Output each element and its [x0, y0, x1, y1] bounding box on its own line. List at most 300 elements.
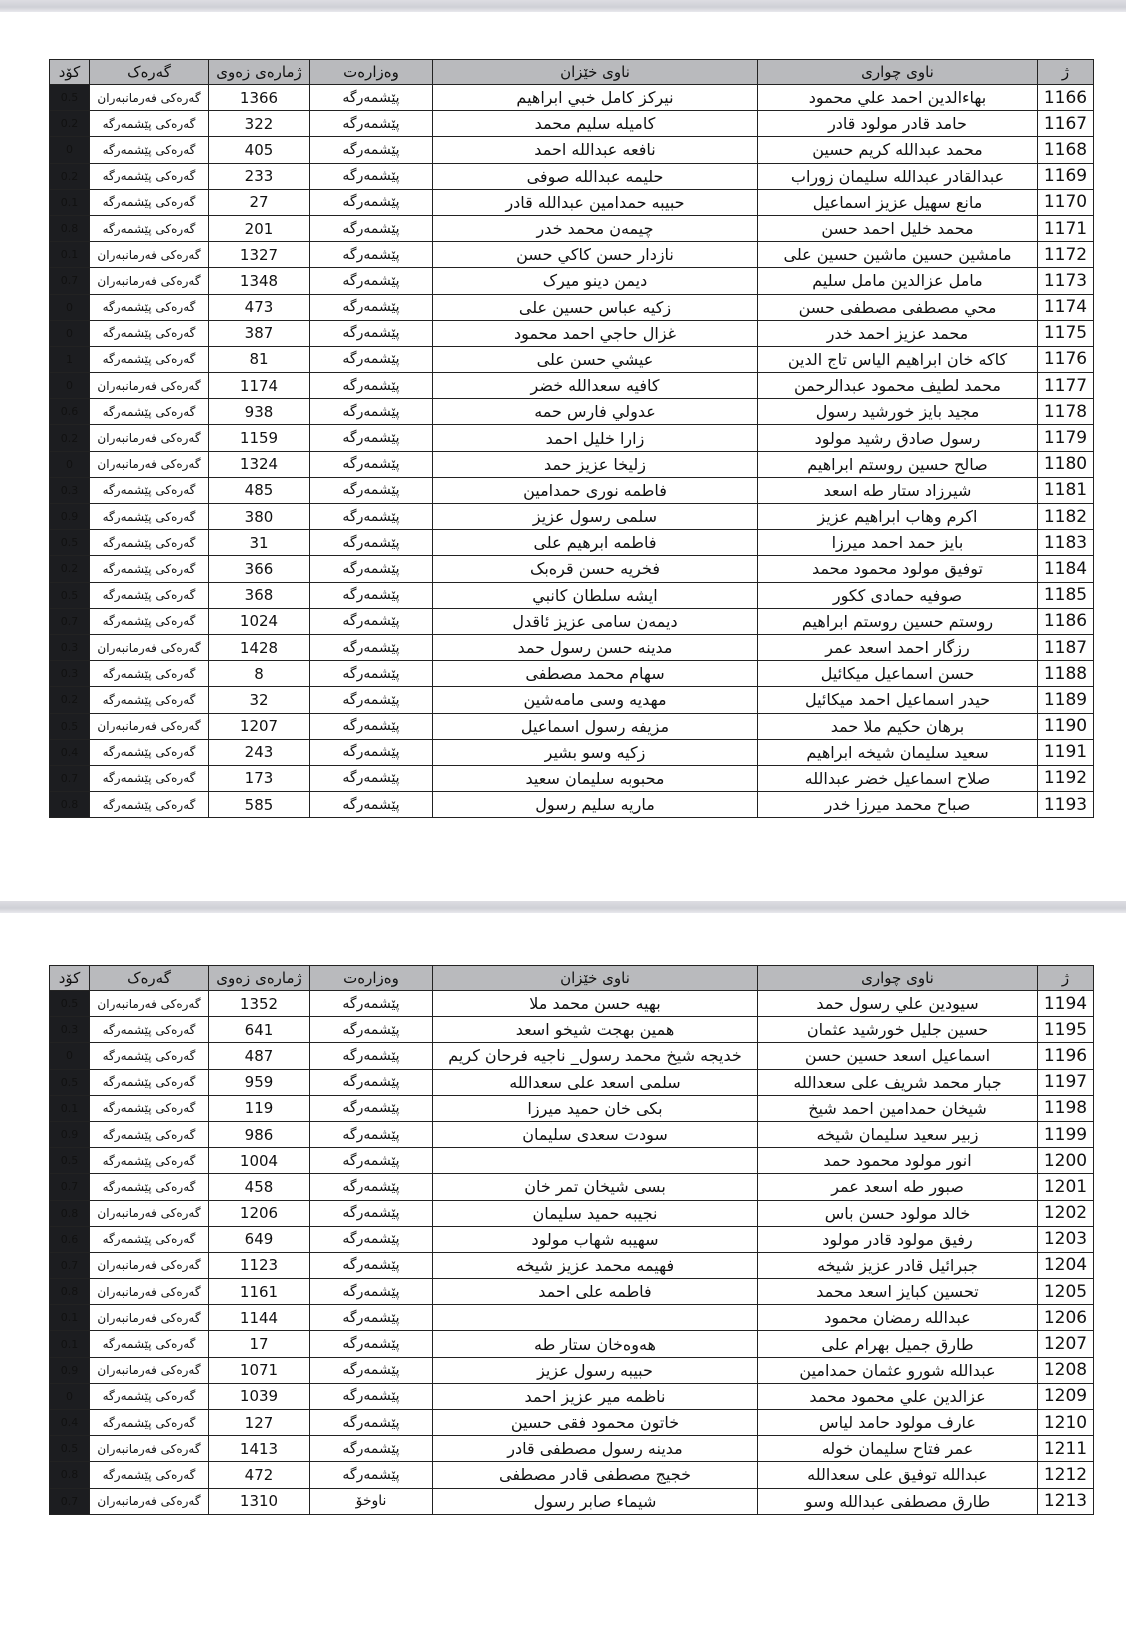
header-code: کۆد	[50, 60, 90, 85]
cell-wife	[433, 1305, 758, 1331]
cell-number: 17	[209, 1331, 310, 1357]
cell-wife: فخريه حسن قرەبک	[433, 556, 758, 582]
cell-group: گەرەکی فەرمانبەران	[90, 425, 209, 451]
cell-group: گەرەکی پێشمەرگە	[90, 582, 209, 608]
cell-ministry: پێشمەرگە	[310, 1252, 433, 1278]
table-row	[50, 1174, 1094, 1200]
cell-group: گەرەکی پێشمەرگە	[90, 739, 209, 765]
cell-group: گەرەکی فەرمانبەران	[90, 1488, 209, 1514]
cell-no: 1181	[1038, 477, 1094, 503]
table-row	[50, 991, 1094, 1017]
cell-code: 0	[50, 294, 90, 320]
cell-ministry: پێشمەرگە	[310, 1279, 433, 1305]
cell-ministry: پێشمەرگە	[310, 1305, 433, 1331]
cell-ministry: پێشمەرگە	[310, 346, 433, 372]
cell-no: 1183	[1038, 530, 1094, 556]
cell-ministry: پێشمەرگە	[310, 765, 433, 791]
cell-number: 1024	[209, 608, 310, 634]
cell-code: 0	[50, 320, 90, 346]
middle-separator	[0, 901, 1126, 913]
cell-name: عمر فتاح سليمان خوله	[758, 1436, 1038, 1462]
cell-code: 0.7	[50, 1488, 90, 1514]
cell-group: گەرەکی پێشمەرگە	[90, 1331, 209, 1357]
cell-no: 1168	[1038, 137, 1094, 163]
cell-ministry: پێشمەرگە	[310, 189, 433, 215]
cell-number: 1123	[209, 1252, 310, 1278]
cell-group: گەرەکی پێشمەرگە	[90, 1410, 209, 1436]
cell-number: 1161	[209, 1279, 310, 1305]
cell-number: 243	[209, 739, 310, 765]
cell-ministry: پێشمەرگە	[310, 399, 433, 425]
cell-group: گەرەکی پێشمەرگە	[90, 1148, 209, 1174]
table-row	[50, 425, 1094, 451]
cell-name: رسول صادق رشيد مولود	[758, 425, 1038, 451]
cell-no: 1210	[1038, 1410, 1094, 1436]
cell-number: 1206	[209, 1200, 310, 1226]
cell-group: گەرەکی پێشمەرگە	[90, 1121, 209, 1147]
cell-code: 0.5	[50, 530, 90, 556]
table-row	[50, 1488, 1094, 1514]
table-row	[50, 1095, 1094, 1121]
header-name: ناوی چواری	[758, 966, 1038, 991]
cell-code: 0.5	[50, 1069, 90, 1095]
cell-group: گەرەکی پێشمەرگە	[90, 661, 209, 687]
cell-code: 0.3	[50, 477, 90, 503]
cell-ministry: پێشمەرگە	[310, 504, 433, 530]
cell-name: طارق مصطفى عبدالله وسو	[758, 1488, 1038, 1514]
table-row	[50, 1069, 1094, 1095]
cell-wife: زكيه وسو بشير	[433, 739, 758, 765]
cell-no: 1167	[1038, 111, 1094, 137]
table-row	[50, 687, 1094, 713]
cell-no: 1213	[1038, 1488, 1094, 1514]
cell-no: 1194	[1038, 991, 1094, 1017]
cell-code: 0.7	[50, 268, 90, 294]
header-wife: ناوی خێزان	[433, 60, 758, 85]
cell-ministry: پێشمەرگە	[310, 1331, 433, 1357]
cell-no: 1190	[1038, 713, 1094, 739]
cell-code: 0.8	[50, 1200, 90, 1226]
cell-group: گەرەکی پێشمەرگە	[90, 792, 209, 818]
cell-number: 127	[209, 1410, 310, 1436]
table-row	[50, 1043, 1094, 1069]
cell-no: 1166	[1038, 85, 1094, 111]
cell-group: گەرەکی پێشمەرگە	[90, 294, 209, 320]
cell-ministry: پێشمەرگە	[310, 1095, 433, 1121]
cell-no: 1184	[1038, 556, 1094, 582]
cell-wife: مهدیه وسی مامەشین	[433, 687, 758, 713]
cell-group: گەرەکی پێشمەرگە	[90, 556, 209, 582]
table-row	[50, 1436, 1094, 1462]
table-row	[50, 1148, 1094, 1174]
cell-ministry: پێشمەرگە	[310, 661, 433, 687]
table-row	[50, 765, 1094, 791]
cell-ministry: پێشمەرگە	[310, 739, 433, 765]
cell-wife: ناظمه مير عزيز احمد	[433, 1383, 758, 1409]
cell-ministry: پێشمەرگە	[310, 1121, 433, 1147]
cell-name: محمد لطيف محمود عبدالرحمن	[758, 373, 1038, 399]
cell-no: 1211	[1038, 1436, 1094, 1462]
table-row	[50, 85, 1094, 111]
cell-ministry: پێشمەرگە	[310, 320, 433, 346]
cell-group: گەرەکی پێشمەرگە	[90, 504, 209, 530]
cell-group: گەرەکی فەرمانبەران	[90, 1200, 209, 1226]
cell-name: محمد خليل احمد حسن	[758, 215, 1038, 241]
cell-wife: چیمەن محمد خدر	[433, 215, 758, 241]
cell-ministry: پێشمەرگە	[310, 268, 433, 294]
cell-code: 0.3	[50, 661, 90, 687]
table-header	[50, 966, 1094, 991]
cell-number: 1310	[209, 1488, 310, 1514]
table-row	[50, 373, 1094, 399]
table-body	[50, 85, 1094, 818]
cell-number: 1324	[209, 451, 310, 477]
cell-wife: كامیله سلیم محمد	[433, 111, 758, 137]
cell-wife: نجيبه حميد سليمان	[433, 1200, 758, 1226]
cell-ministry: پێشمەرگە	[310, 1017, 433, 1043]
cell-wife: زكيه عباس حسين على	[433, 294, 758, 320]
cell-no: 1212	[1038, 1462, 1094, 1488]
cell-name: شيخان حمدامين احمد شيخ	[758, 1095, 1038, 1121]
table-row	[50, 661, 1094, 687]
table-body	[50, 991, 1094, 1515]
cell-ministry: پێشمەرگە	[310, 137, 433, 163]
cell-code: 0.1	[50, 1095, 90, 1121]
cell-no: 1185	[1038, 582, 1094, 608]
table-row	[50, 504, 1094, 530]
cell-name: صلاح اسماعيل خضر عبدالله	[758, 765, 1038, 791]
cell-number: 1327	[209, 242, 310, 268]
cell-name: شيرزاد ستار طه اسعد	[758, 477, 1038, 503]
cell-no: 1169	[1038, 163, 1094, 189]
cell-wife: شيماء صابر رسول	[433, 1488, 758, 1514]
table-row	[50, 1331, 1094, 1357]
cell-wife: سهام محمد مصطفى	[433, 661, 758, 687]
cell-no: 1200	[1038, 1148, 1094, 1174]
cell-ministry: پێشمەرگە	[310, 1148, 433, 1174]
cell-name: حامد قادر مولود قادر	[758, 111, 1038, 137]
cell-number: 641	[209, 1017, 310, 1043]
cell-number: 32	[209, 687, 310, 713]
header-ministry: وەزارەت	[310, 60, 433, 85]
cell-number: 1348	[209, 268, 310, 294]
table-row	[50, 1279, 1094, 1305]
table-header	[50, 60, 1094, 85]
cell-ministry: پێشمەرگە	[310, 556, 433, 582]
cell-code: 0.1	[50, 1305, 90, 1331]
cell-no: 1201	[1038, 1174, 1094, 1200]
cell-wife: ايشه سلطان كانبي	[433, 582, 758, 608]
cell-number: 201	[209, 215, 310, 241]
cell-ministry: پێشمەرگە	[310, 687, 433, 713]
cell-group: گەرەکی پێشمەرگە	[90, 137, 209, 163]
cell-ministry: پێشمەرگە	[310, 1043, 433, 1069]
cell-code: 0.3	[50, 634, 90, 660]
cell-number: 1144	[209, 1305, 310, 1331]
cell-no: 1173	[1038, 268, 1094, 294]
cell-number: 487	[209, 1043, 310, 1069]
cell-wife: سلمى رسول عزيز	[433, 504, 758, 530]
cell-name: جبار محمد شريف على سعدالله	[758, 1069, 1038, 1095]
table-row	[50, 1252, 1094, 1278]
cell-wife: دیمەن سامی عزیز ئاقدل	[433, 608, 758, 634]
cell-wife: دیمن دینو میرک	[433, 268, 758, 294]
cell-name: صبور طه اسعد عمر	[758, 1174, 1038, 1200]
cell-ministry: پێشمەرگە	[310, 215, 433, 241]
cell-name: صالح حسين روستم ابراهيم	[758, 451, 1038, 477]
cell-number: 458	[209, 1174, 310, 1200]
cell-group: گەرەکی پێشمەرگە	[90, 1043, 209, 1069]
cell-code: 0.5	[50, 991, 90, 1017]
cell-wife: زليخا عزيز حمد	[433, 451, 758, 477]
cell-ministry: پێشمەرگە	[310, 1462, 433, 1488]
cell-ministry: پێشمەرگە	[310, 425, 433, 451]
cell-name: مانع سهيل عزيز اسماعيل	[758, 189, 1038, 215]
cell-ministry: پێشمەرگە	[310, 163, 433, 189]
cell-group: گەرەکی پێشمەرگە	[90, 189, 209, 215]
beneficiary-table-1	[49, 59, 1094, 818]
cell-wife	[433, 1148, 758, 1174]
cell-number: 233	[209, 163, 310, 189]
cell-no: 1203	[1038, 1226, 1094, 1252]
table-row	[50, 137, 1094, 163]
cell-group: گەرەکی پێشمەرگە	[90, 346, 209, 372]
header-number: ژمارەی زەوی	[209, 966, 310, 991]
cell-wife: سهيبه شهاب مولود	[433, 1226, 758, 1252]
table-row	[50, 713, 1094, 739]
cell-number: 1428	[209, 634, 310, 660]
cell-number: 1207	[209, 713, 310, 739]
cell-ministry: پێشمەرگە	[310, 991, 433, 1017]
cell-wife: فاطمه ابرهيم على	[433, 530, 758, 556]
table-row	[50, 1305, 1094, 1331]
cell-group: گەرەکی فەرمانبەران	[90, 991, 209, 1017]
cell-group: گەرەکی فەرمانبەران	[90, 451, 209, 477]
table-row	[50, 294, 1094, 320]
cell-ministry: پێشمەرگە	[310, 792, 433, 818]
cell-code: 0.8	[50, 1279, 90, 1305]
cell-no: 1202	[1038, 1200, 1094, 1226]
table-row	[50, 189, 1094, 215]
cell-wife: بسى شيخان تمر خان	[433, 1174, 758, 1200]
table-row	[50, 1226, 1094, 1252]
cell-number: 938	[209, 399, 310, 425]
header-wife: ناوی خێزان	[433, 966, 758, 991]
table-row	[50, 1200, 1094, 1226]
cell-code: 0.8	[50, 792, 90, 818]
cell-code: 0.9	[50, 504, 90, 530]
cell-name: عارف مولود حامد لياس	[758, 1410, 1038, 1436]
cell-no: 1199	[1038, 1121, 1094, 1147]
cell-group: گەرەکی پێشمەرگە	[90, 687, 209, 713]
cell-number: 387	[209, 320, 310, 346]
cell-wife: عيشي حسن على	[433, 346, 758, 372]
cell-code: 0.1	[50, 242, 90, 268]
cell-no: 1193	[1038, 792, 1094, 818]
cell-code: 0.2	[50, 556, 90, 582]
table-row	[50, 634, 1094, 660]
cell-number: 986	[209, 1121, 310, 1147]
cell-number: 173	[209, 765, 310, 791]
table-row	[50, 451, 1094, 477]
cell-name: برهان حكيم ملا حمد	[758, 713, 1038, 739]
cell-no: 1192	[1038, 765, 1094, 791]
cell-no: 1198	[1038, 1095, 1094, 1121]
cell-code: 0.5	[50, 713, 90, 739]
cell-no: 1178	[1038, 399, 1094, 425]
header-code: کۆد	[50, 966, 90, 991]
cell-no: 1207	[1038, 1331, 1094, 1357]
cell-name: حسين جليل خورشيد عثمان	[758, 1017, 1038, 1043]
cell-name: عبدالله توفيق على سعدالله	[758, 1462, 1038, 1488]
cell-ministry: پێشمەرگە	[310, 1200, 433, 1226]
cell-wife: سلمى اسعد على سعدالله	[433, 1069, 758, 1095]
cell-name: طارق جميل بهرام على	[758, 1331, 1038, 1357]
cell-name: سعيد سليمان شيخه ابراهيم	[758, 739, 1038, 765]
cell-name: محي مصطفى مصطفى حسن	[758, 294, 1038, 320]
header-no: ژ	[1038, 966, 1094, 991]
cell-group: گەرەکی پێشمەرگە	[90, 1462, 209, 1488]
cell-group: گەرەکی فەرمانبەران	[90, 1252, 209, 1278]
cell-ministry: پێشمەرگە	[310, 634, 433, 660]
cell-group: گەرەکی پێشمەرگە	[90, 1095, 209, 1121]
cell-name: بهاءالدين احمد علي محمود	[758, 85, 1038, 111]
cell-no: 1195	[1038, 1017, 1094, 1043]
cell-group: گەرەکی پێشمەرگە	[90, 1069, 209, 1095]
cell-code: 0.2	[50, 163, 90, 189]
cell-code: 0.2	[50, 111, 90, 137]
cell-group: گەرەکی پێشمەرگە	[90, 215, 209, 241]
cell-wife: فاطمه على احمد	[433, 1279, 758, 1305]
cell-ministry: ناوخۆ	[310, 1488, 433, 1514]
cell-code: 0.6	[50, 1226, 90, 1252]
cell-number: 585	[209, 792, 310, 818]
cell-number: 1413	[209, 1436, 310, 1462]
table-row	[50, 1410, 1094, 1436]
cell-name: عزالدين علي محمود محمد	[758, 1383, 1038, 1409]
cell-ministry: پێشمەرگە	[310, 1174, 433, 1200]
cell-name: زبير سعيد سليمان شيخه	[758, 1121, 1038, 1147]
cell-wife: مدينه رسول مصطفى قادر	[433, 1436, 758, 1462]
cell-code: 0	[50, 1383, 90, 1409]
cell-code: 0.5	[50, 582, 90, 608]
table-row	[50, 346, 1094, 372]
cell-no: 1172	[1038, 242, 1094, 268]
cell-wife: عدولي فارس حمه	[433, 399, 758, 425]
cell-number: 1366	[209, 85, 310, 111]
cell-code: 0	[50, 451, 90, 477]
table-row	[50, 556, 1094, 582]
cell-code: 0.4	[50, 1410, 90, 1436]
cell-number: 1352	[209, 991, 310, 1017]
header-group: گەرەک	[90, 60, 209, 85]
cell-number: 366	[209, 556, 310, 582]
cell-number: 380	[209, 504, 310, 530]
cell-ministry: پێشمەرگە	[310, 294, 433, 320]
cell-wife: سودت سعدى سليمان	[433, 1121, 758, 1147]
cell-no: 1187	[1038, 634, 1094, 660]
cell-number: 959	[209, 1069, 310, 1095]
table-row	[50, 582, 1094, 608]
cell-code: 0	[50, 137, 90, 163]
cell-name: حيدر اسماعيل احمد ميكائيل	[758, 687, 1038, 713]
cell-name: محمد عزيز احمد خدر	[758, 320, 1038, 346]
cell-group: گەرەکی فەرمانبەران	[90, 1436, 209, 1462]
cell-group: گەرەکی پێشمەرگە	[90, 1017, 209, 1043]
cell-no: 1196	[1038, 1043, 1094, 1069]
cell-wife: بهيه حسن محمد ملا	[433, 991, 758, 1017]
cell-ministry: پێشمەرگە	[310, 1357, 433, 1383]
cell-ministry: پێشمەرگە	[310, 713, 433, 739]
table-row	[50, 320, 1094, 346]
cell-group: گەرەکی فەرمانبەران	[90, 634, 209, 660]
table-row	[50, 111, 1094, 137]
cell-wife: فاطمه نوری حمدامین	[433, 477, 758, 503]
cell-code: 0.1	[50, 189, 90, 215]
cell-no: 1179	[1038, 425, 1094, 451]
cell-number: 27	[209, 189, 310, 215]
cell-wife: كافيه سعدالله خضر	[433, 373, 758, 399]
cell-name: انور مولود محمود حمد	[758, 1148, 1038, 1174]
cell-number: 1004	[209, 1148, 310, 1174]
cell-code: 0.8	[50, 1462, 90, 1488]
cell-wife: خجيج مصطفى قادر مصطفى	[433, 1462, 758, 1488]
table-row	[50, 530, 1094, 556]
cell-group: گەرەکی پێشمەرگە	[90, 608, 209, 634]
cell-number: 1174	[209, 373, 310, 399]
cell-group: گەرەکی فەرمانبەران	[90, 1305, 209, 1331]
table-row	[50, 163, 1094, 189]
cell-number: 119	[209, 1095, 310, 1121]
cell-no: 1171	[1038, 215, 1094, 241]
cell-wife: زارا خليل احمد	[433, 425, 758, 451]
cell-name: جبرائيل قادر عزيز شيخه	[758, 1252, 1038, 1278]
header-no: ژ	[1038, 60, 1094, 85]
cell-no: 1176	[1038, 346, 1094, 372]
table-row	[50, 215, 1094, 241]
cell-name: محمد عبدالله كريم حسين	[758, 137, 1038, 163]
cell-name: مامشين حسين ماشين حسين على	[758, 242, 1038, 268]
cell-name: خالد مولود حسن باس	[758, 1200, 1038, 1226]
cell-code: 0.7	[50, 1252, 90, 1278]
cell-number: 405	[209, 137, 310, 163]
cell-wife: هەوەخان ستار طه	[433, 1331, 758, 1357]
cell-name: اكرم وهاب ابراهيم عزيز	[758, 504, 1038, 530]
cell-wife: نيركز كامل خبي ابراهيم	[433, 85, 758, 111]
cell-no: 1189	[1038, 687, 1094, 713]
beneficiary-table-2	[49, 965, 1094, 1515]
cell-group: گەرەکی پێشمەرگە	[90, 1383, 209, 1409]
cell-wife: مزيفه رسول اسماعيل	[433, 713, 758, 739]
cell-wife: حبیبه حمدامین عبدالله قادر	[433, 189, 758, 215]
header-name: ناوی چواری	[758, 60, 1038, 85]
table-row	[50, 477, 1094, 503]
cell-wife: خاتون محمود فقی حسین	[433, 1410, 758, 1436]
cell-wife: حليمه عبدالله صوفى	[433, 163, 758, 189]
table-row	[50, 399, 1094, 425]
cell-ministry: پێشمەرگە	[310, 608, 433, 634]
cell-group: گەرەکی پێشمەرگە	[90, 765, 209, 791]
cell-ministry: پێشمەرگە	[310, 1069, 433, 1095]
cell-ministry: پێشمەرگە	[310, 1410, 433, 1436]
cell-no: 1209	[1038, 1383, 1094, 1409]
cell-ministry: پێشمەرگە	[310, 477, 433, 503]
cell-number: 322	[209, 111, 310, 137]
cell-code: 0.3	[50, 1017, 90, 1043]
cell-code: 0.1	[50, 1331, 90, 1357]
cell-wife: نافعه عبدالله احمد	[433, 137, 758, 163]
cell-group: گەرەکی فەرمانبەران	[90, 1279, 209, 1305]
